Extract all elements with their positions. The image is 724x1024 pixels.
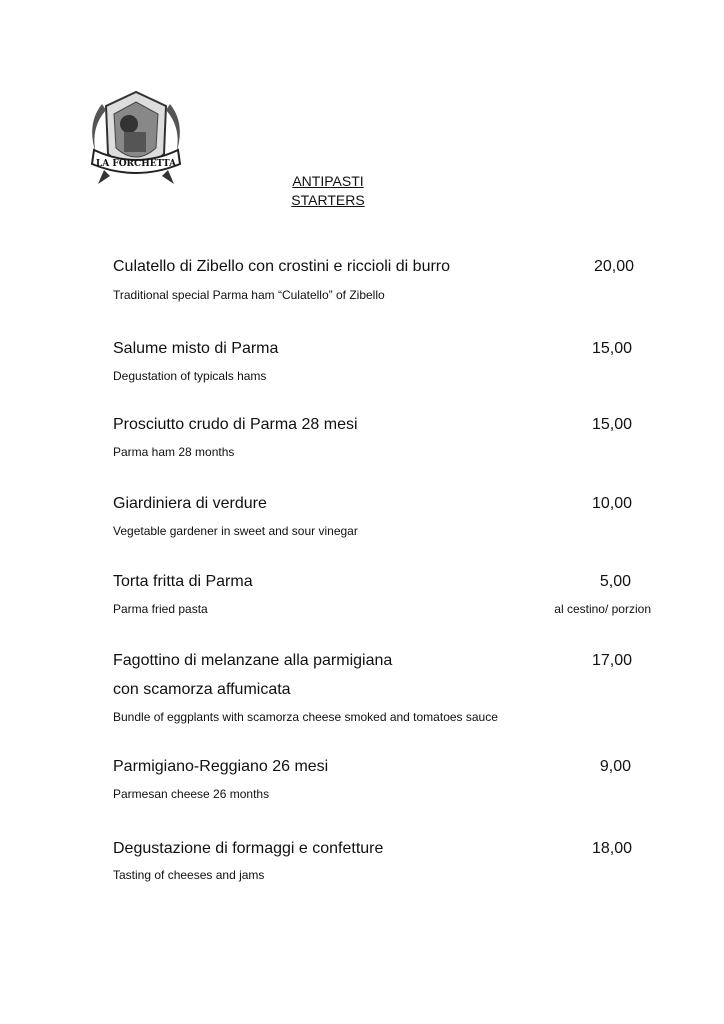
item-description: Vegetable gardener in sweet and sour vinegar	[113, 524, 358, 538]
item-serving-note: al cestino/ porzion	[554, 602, 651, 616]
section-title-english: STARTERS	[291, 192, 365, 208]
item-description: Tasting of cheeses and jams	[113, 868, 265, 882]
item-description: Parmesan cheese 26 months	[113, 787, 270, 801]
item-price: 5,00	[599, 573, 631, 590]
item-name: Salume misto di Parma	[113, 340, 279, 357]
item-name-line2: con scamorza affumicata	[113, 681, 291, 698]
item-description: Degustation of typicals hams	[113, 369, 267, 383]
svg-text:LA FORCHETTA: LA FORCHETTA	[95, 159, 177, 169]
section-title-italian: ANTIPASTI	[292, 173, 364, 189]
item-description: Bundle of eggplants with scamorza cheese smoked and tomatoes sauce	[113, 710, 498, 724]
item-price: 15,00	[591, 340, 632, 357]
item-name: Giardiniera di verdure	[113, 495, 267, 512]
item-price: 15,00	[591, 416, 632, 433]
item-description: Parma ham 28 months	[113, 445, 235, 459]
item-price: 10,00	[591, 495, 632, 512]
item-name: Culatello di Zibello con crostini e riccioli di burro	[113, 258, 451, 275]
item-name: Degustazione di formaggi e confetture	[113, 840, 384, 857]
item-name: Parmigiano-Reggiano 26 mesi	[113, 758, 329, 775]
item-name: Prosciutto crudo di Parma 28 mesi	[113, 416, 358, 433]
item-description: Parma fried pasta	[113, 602, 208, 616]
item-price: 9,00	[599, 758, 631, 775]
item-price: 20,00	[593, 258, 634, 275]
restaurant-logo	[84, 84, 188, 190]
item-price: 17,00	[591, 652, 632, 669]
item-name: Fagottino di melanzane alla parmigiana	[113, 652, 393, 669]
item-name: Torta fritta di Parma	[113, 573, 253, 590]
item-description: Traditional special Parma ham “Culatello” of Zibello	[113, 288, 385, 302]
item-price: 18,00	[591, 840, 632, 857]
